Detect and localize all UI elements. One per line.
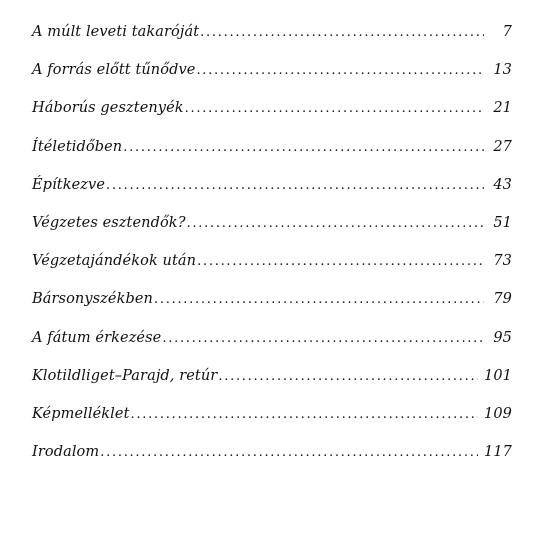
- toc-entry-8: [32, 291, 512, 329]
- toc-entry-page: 13: [493, 62, 512, 79]
- toc-entry-2: [32, 62, 512, 100]
- toc-entry-title: Ítéletidőben: [32, 138, 123, 155]
- dot-leader: [218, 369, 478, 384]
- dot-leader: [185, 101, 484, 116]
- toc-entry-11: [32, 406, 512, 444]
- toc-entry-10: [32, 368, 512, 406]
- toc-entry-page: 51: [493, 214, 512, 231]
- toc-entry-page: 43: [493, 176, 512, 193]
- toc-entry-title: Végzetes esztendők?: [32, 214, 186, 231]
- toc-entry-page: 117: [484, 444, 512, 461]
- dot-leader: [154, 292, 484, 307]
- toc-entry-page: 73: [493, 253, 512, 270]
- toc-entry-page: 109: [484, 405, 512, 422]
- dot-leader: [131, 407, 478, 422]
- toc-entry-title: A forrás előtt tűnődve: [32, 62, 196, 79]
- dot-leader: [200, 25, 484, 40]
- toc-entry-page: 7: [502, 24, 512, 40]
- toc-entry-title: A fátum érkezése: [32, 329, 162, 346]
- dot-leader: [100, 445, 478, 460]
- dot-leader: [162, 331, 484, 346]
- toc-entry-4: [32, 139, 512, 177]
- toc-entry-1: [32, 24, 512, 62]
- dot-leader: [123, 140, 484, 155]
- toc-entry-title: Képmelléklet: [32, 405, 130, 422]
- toc-entry-3: [32, 100, 512, 138]
- toc-entry-title: Irodalom: [32, 444, 100, 461]
- toc-entry-title: Bársonyszékben: [32, 291, 153, 308]
- toc-entry-title: Építkezve: [32, 176, 106, 193]
- dot-leader: [106, 178, 484, 193]
- toc-entry-title: Végzetajándékok után: [32, 253, 197, 270]
- toc-entry-6: [32, 215, 512, 253]
- toc-entry-page: 95: [493, 329, 512, 346]
- toc-entry-page: 27: [493, 138, 512, 155]
- toc-entry-title: A múlt leveti takaróját: [32, 24, 200, 40]
- toc-entry-7: [32, 253, 512, 291]
- toc-entry-5: [32, 177, 512, 215]
- dot-leader: [196, 63, 484, 78]
- toc-entry-9: [32, 330, 512, 368]
- toc-entry-12: [32, 444, 512, 482]
- toc-entry-title: Klotildliget–Parajd, retúr: [32, 367, 218, 384]
- toc-entry-page: 21: [493, 100, 512, 117]
- toc-entry-page: 101: [484, 367, 512, 384]
- toc-entry-page: 79: [493, 291, 512, 308]
- dot-leader: [197, 254, 484, 269]
- toc-entry-title: Háborús gesztenyék: [32, 100, 184, 117]
- dot-leader: [187, 216, 484, 231]
- table-of-contents: [32, 24, 512, 482]
